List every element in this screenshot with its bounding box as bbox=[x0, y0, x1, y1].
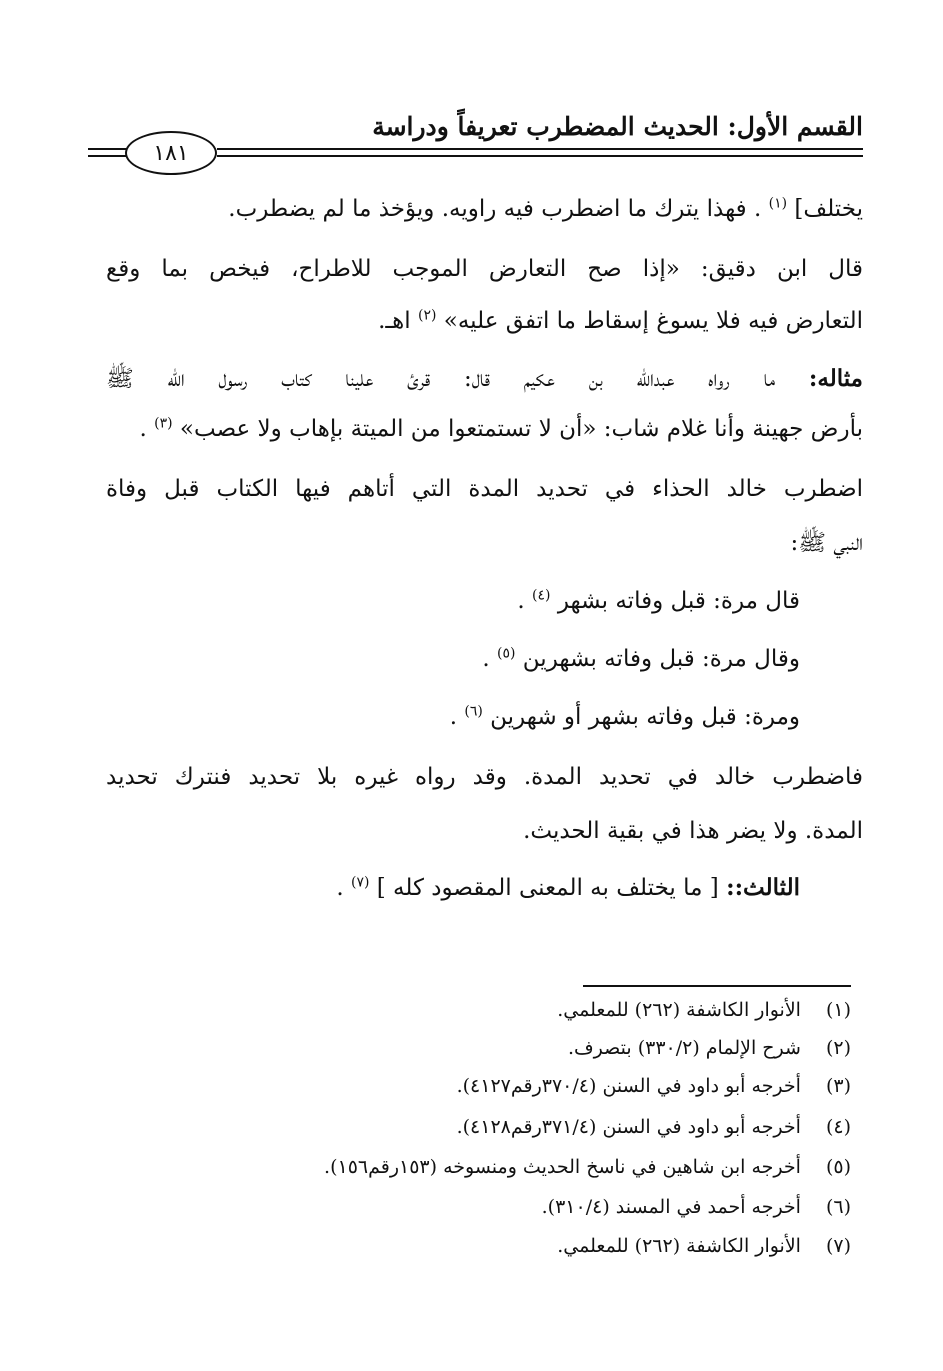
footnote-number: (٦) bbox=[825, 1196, 851, 1218]
footnote-ref-6[interactable]: (٦) bbox=[464, 703, 483, 720]
quote-2: وقال مرة: قبل وفاته بشهرين $^{(٥)}$ . bbox=[482, 645, 800, 672]
footnote-ref-1[interactable]: (١) bbox=[768, 195, 788, 212]
paragraph-3-line-1: مثاله: ما رواه عبدالله بن عكيم قال: قرئ علينا كتاب رسول الله ﷺ bbox=[106, 365, 863, 392]
footnote-ref-2[interactable]: (٢) bbox=[417, 307, 437, 324]
paragraph-5-line-2: المدة. ولا يضر هذا في بقية الحديث. bbox=[523, 818, 863, 844]
quote-3: ومرة: قبل وفاته بشهر أو شهرين $^{(٦)}$ . bbox=[449, 703, 800, 730]
header-rule-right-top bbox=[217, 148, 863, 150]
header-rule-left-top bbox=[88, 148, 128, 150]
paragraph-4-line-1: اضطرب خالد الحذاء في تحديد المدة التي أتاهم فيها الكتاب قبل وفاة bbox=[106, 476, 863, 502]
page-number-badge bbox=[125, 131, 217, 175]
paragraph-1: يختلف] $^{(١)}$ . فهذا يترك ما اضطرب فيه راويه. ويؤخذ ما لم يضطرب. bbox=[228, 195, 863, 222]
footnote-separator bbox=[583, 985, 851, 987]
footnote-4 bbox=[457, 1114, 851, 1140]
footnote-number: (٢) bbox=[825, 1037, 851, 1059]
paragraph-2-line-1: قال ابن دقيق: «إذا صح التعارض الموجب للاطراح، فيخص بما وقع bbox=[106, 256, 863, 282]
paragraph-5-line-1: فاضطرب خالد في تحديد المدة. وقد رواه غيره بلا تحديد فنترك تحديد bbox=[106, 764, 863, 790]
footnote-text: أخرجه أبو داود في السنن (٣٧٠/٤رقم٤١٢٧). bbox=[456, 1075, 801, 1097]
footnote-5 bbox=[324, 1154, 851, 1180]
footnote-text: أخرجه أبو داود في السنن (٣٧١/٤رقم٤١٢٨). bbox=[456, 1116, 801, 1138]
footnote-ref-4[interactable]: (٤) bbox=[532, 587, 551, 604]
paragraph-3-line-2: بأرض جهينة وأنا غلام شاب: «أن لا تستمتعوا من الميتة بإهاب ولا عصب» $^{(٣)}$ . bbox=[139, 415, 863, 442]
footnote-text: الأنوار الكاشفة (٢٦٢) للمعلمي. bbox=[557, 1235, 801, 1257]
footnote-text: أخرجه أحمد في المسند (٣١٠/٤). bbox=[541, 1196, 801, 1218]
page-number: ١٨١ bbox=[153, 140, 189, 166]
footnote-number: (١) bbox=[825, 999, 851, 1021]
footnote-number: (٧) bbox=[825, 1235, 851, 1257]
example-label: مثاله: bbox=[808, 365, 863, 392]
header-rule-left-bottom bbox=[88, 155, 128, 157]
footnote-2 bbox=[568, 1035, 851, 1061]
third-label: الثالث:: bbox=[726, 874, 800, 901]
footnote-text: أخرجه ابن شاهين في ناسخ الحديث ومنسوخه (١٥٣رقم١٥٦). bbox=[324, 1156, 801, 1178]
paragraph-2-line-2: التعارض فيه فلا يسوغ إسقاط ما اتفق عليه» $^{(٢)}$ اهـ. bbox=[378, 307, 863, 334]
footnote-ref-7[interactable]: (٧) bbox=[350, 874, 370, 891]
footnote-number: (٥) bbox=[825, 1156, 851, 1178]
footnote-text: شرح الإلمام (٣٣٠/٢) بتصرف. bbox=[567, 1037, 801, 1059]
footnote-number: (٤) bbox=[825, 1116, 851, 1138]
paragraph-6: الثالث:: [ ما يختلف به المعنى المقصود كله ] $^{(٧)}$ . bbox=[336, 874, 800, 901]
footnote-3 bbox=[457, 1073, 851, 1099]
footnote-6 bbox=[542, 1194, 851, 1220]
footnote-text: الأنوار الكاشفة (٢٦٢) للمعلمي. bbox=[557, 999, 801, 1021]
running-header-title: القسم الأول: الحديث المضطرب تعريفاً ودراسة bbox=[372, 112, 863, 141]
header-rule-right-bottom bbox=[217, 155, 863, 157]
footnote-ref-5[interactable]: (٥) bbox=[497, 645, 516, 662]
paragraph-4-line-2: النبي ﷺ: bbox=[790, 530, 863, 556]
quote-1: قال مرة: قبل وفاته بشهر $^{(٤)}$ . bbox=[517, 587, 800, 614]
footnote-7 bbox=[557, 1233, 851, 1259]
footnote-1 bbox=[557, 997, 851, 1023]
footnote-number: (٣) bbox=[825, 1075, 851, 1097]
footnote-ref-3[interactable]: (٣) bbox=[154, 415, 173, 432]
